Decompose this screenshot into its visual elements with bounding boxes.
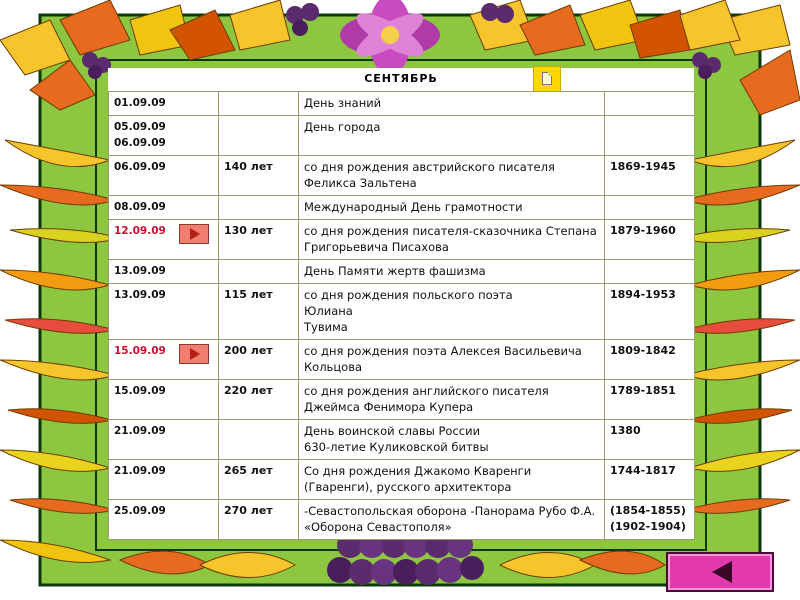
date-text: 08.09.09 xyxy=(114,201,166,213)
date-cell xyxy=(109,92,219,116)
event-cell: -Севастопольская оборона -Панорама Рубо Ф.А. «Оборона Севастополя» xyxy=(299,500,605,540)
date-text: 25.09.09 xyxy=(114,505,166,517)
date-cell xyxy=(109,220,219,260)
date-text: 21.09.09 xyxy=(114,465,166,477)
date-cell xyxy=(109,116,219,156)
date-cell xyxy=(109,260,219,284)
anniversary-cell: 115 лет xyxy=(219,284,299,340)
years-span-cell xyxy=(605,260,695,284)
back-button[interactable] xyxy=(666,552,774,592)
play-arrow-icon[interactable] xyxy=(179,224,209,244)
note-icon[interactable] xyxy=(533,66,561,92)
date-text: 13.09.09 xyxy=(114,289,166,301)
event-cell: со дня рождения польского поэта Юлиана Тувима xyxy=(299,284,605,340)
event-cell: День воинской славы России 630-летие Куликовской битвы xyxy=(299,420,605,460)
date-text: 05.09.09 06.09.09 xyxy=(114,121,166,149)
date-cell xyxy=(109,460,219,500)
date-text: 15.09.09 xyxy=(114,385,166,397)
event-cell: Со дня рождения Джакомо Кваренги (Гваренги), русского архитектора xyxy=(299,460,605,500)
event-cell: День города xyxy=(299,116,605,156)
play-arrow-icon[interactable] xyxy=(179,344,209,364)
table-row xyxy=(109,116,695,156)
anniversary-cell: 130 лет xyxy=(219,220,299,260)
date-text: 06.09.09 xyxy=(114,161,166,173)
table-row xyxy=(109,380,695,420)
event-cell: День Памяти жертв фашизма xyxy=(299,260,605,284)
date-cell xyxy=(109,284,219,340)
event-cell: Международный День грамотности xyxy=(299,196,605,220)
date-cell xyxy=(109,420,219,460)
years-span-cell: (1854-1855) (1902-1904) xyxy=(605,500,695,540)
event-cell: со дня рождения писателя-сказочника Степана Григорьевича Писахова xyxy=(299,220,605,260)
date-cell xyxy=(109,156,219,196)
table-row xyxy=(109,460,695,500)
anniversary-cell xyxy=(219,116,299,156)
table-row xyxy=(109,92,695,116)
years-span-cell xyxy=(605,116,695,156)
anniversary-cell: 140 лет xyxy=(219,156,299,196)
years-span-cell: 1869-1945 xyxy=(605,156,695,196)
month-title: СЕНТЯБРЬ xyxy=(364,72,438,85)
years-span-cell xyxy=(605,92,695,116)
back-arrow-icon xyxy=(712,561,732,583)
anniversary-cell: 200 лет xyxy=(219,340,299,380)
events-table xyxy=(108,91,695,540)
years-span-cell: 1894-1953 xyxy=(605,284,695,340)
anniversary-cell: 220 лет xyxy=(219,380,299,420)
date-text: 12.09.09 xyxy=(114,225,166,237)
table-row xyxy=(109,196,695,220)
table-row xyxy=(109,260,695,284)
years-span-cell: 1789-1851 xyxy=(605,380,695,420)
date-text: 13.09.09 xyxy=(114,265,166,277)
table-row xyxy=(109,156,695,196)
table-row xyxy=(109,340,695,380)
title-bar xyxy=(108,68,694,90)
years-span-cell: 1744-1817 xyxy=(605,460,695,500)
date-cell xyxy=(109,380,219,420)
anniversary-cell xyxy=(219,260,299,284)
table-row xyxy=(109,284,695,340)
years-span-cell xyxy=(605,196,695,220)
anniversary-cell xyxy=(219,420,299,460)
years-span-cell: 1879-1960 xyxy=(605,220,695,260)
date-cell xyxy=(109,500,219,540)
date-text: 15.09.09 xyxy=(114,345,166,357)
table-row xyxy=(109,500,695,540)
event-cell: со дня рождения английского писателя Джеймса Фенимора Купера xyxy=(299,380,605,420)
anniversary-cell: 270 лет xyxy=(219,500,299,540)
event-cell: со дня рождения поэта Алексея Васильевича Кольцова xyxy=(299,340,605,380)
date-text: 01.09.09 xyxy=(114,97,166,109)
table-row xyxy=(109,220,695,260)
anniversary-cell xyxy=(219,92,299,116)
anniversary-cell: 265 лет xyxy=(219,460,299,500)
event-cell: День знаний xyxy=(299,92,605,116)
event-cell: со дня рождения австрийского писателя Феликса Зальтена xyxy=(299,156,605,196)
anniversary-cell xyxy=(219,196,299,220)
date-cell xyxy=(109,196,219,220)
years-span-cell: 1380 xyxy=(605,420,695,460)
table-row xyxy=(109,420,695,460)
years-span-cell: 1809-1842 xyxy=(605,340,695,380)
date-cell xyxy=(109,340,219,380)
date-text: 21.09.09 xyxy=(114,425,166,437)
